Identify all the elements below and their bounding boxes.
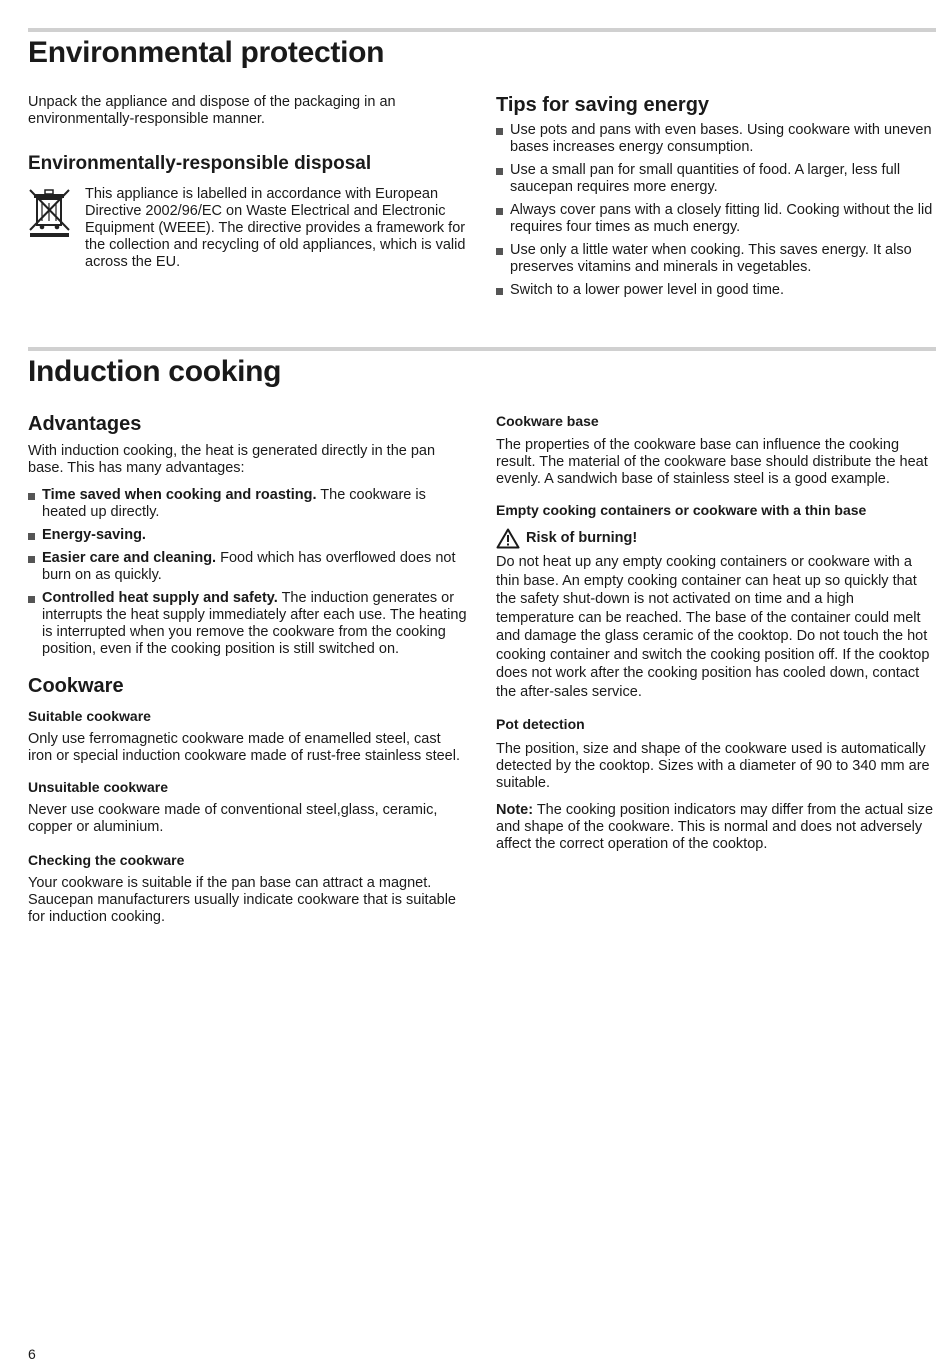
advantage-text: Food which has overflowed does not burn on as quickly. — [42, 550, 456, 583]
list-item — [28, 550, 468, 584]
induction-left-column — [28, 412, 468, 926]
base-heading: Cookware base — [496, 413, 599, 429]
page-title-induction: Induction cooking — [28, 355, 282, 388]
list-item — [28, 487, 468, 521]
advantage-title: Energy-saving. — [42, 527, 146, 543]
advantage-title: Easier care and cleaning. — [42, 550, 217, 566]
advantage-text: The induction generates or interrupts the heat supply immediately after each use. The heating is interrupted when you remove the cookware from the cooking position, even if the cooking position is still switched on. — [42, 590, 467, 657]
note-label: Note: — [496, 802, 534, 818]
list-item: Use a small pan for small quantities of food. A larger, less full saucepan requires more energy. — [496, 162, 936, 196]
advantages-heading: Advantages — [28, 413, 142, 435]
checking-text: Your cookware is suitable if the pan base can attract a magnet. Saucepan manufacturers usually indicate cookware that is suitable for induction cooking. — [28, 875, 456, 925]
disposal-block — [28, 186, 468, 271]
suitable-heading: Suitable cookware — [28, 708, 151, 724]
env-left-column — [28, 94, 468, 271]
suitable-text: Only use ferromagnetic cookware made of enamelled steel, cast iron or special induction cookware made of rust-free stainless steel. — [28, 731, 460, 764]
cookware-heading: Cookware — [28, 675, 124, 697]
warning-label: Risk of burning! — [526, 530, 638, 546]
tips-list — [496, 122, 936, 299]
pot-heading: Pot detection — [496, 716, 585, 732]
advantages-list — [28, 487, 468, 658]
list-item: Always cover pans with a closely fitting lid. Cooking without the lid requires four times as much energy. — [496, 202, 936, 236]
pot-text: The position, size and shape of the cookware used is automatically detected by the cooktop. Sizes with a diameter of 90 to 340 mm are suitable. — [496, 741, 930, 791]
env-right-column — [496, 93, 936, 305]
warning-triangle-icon — [496, 528, 520, 549]
empty-heading: Empty cooking containers or cookware with a thin base — [496, 502, 867, 518]
disposal-heading: Environmentally-responsible disposal — [28, 153, 372, 174]
advantage-text: The cookware is heated up directly. — [42, 487, 426, 520]
list-item — [28, 590, 468, 658]
advantage-title: Time saved when cooking and roasting. — [42, 487, 317, 503]
page-title-environmental: Environmental protection — [28, 36, 385, 69]
note-paragraph — [496, 802, 936, 853]
induction-right-column — [496, 413, 936, 853]
tips-heading: Tips for saving energy — [496, 94, 710, 116]
checking-heading: Checking the cookware — [28, 852, 185, 868]
empty-text: Do not heat up any empty cooking containers or cookware with a thin base. An empty cooking container can heat up so quickly that the safety shut-down is not activated on time and a high temperature can be reached. The base of the container could melt and damage the glass ceramic of the cooktop. Do not touch the hot cooking container and switch the cooking position off. If the cooktop does not work after the cooking position has cooled down, contact the after-sales service. — [496, 554, 930, 700]
advantages-intro: With induction cooking, the heat is generated directly in the pan base. This has many advantages: — [28, 443, 436, 476]
env-intro: Unpack the appliance and dispose of the packaging in an environmentally-responsible manner. — [28, 94, 396, 127]
list-item: Use pots and pans with even bases. Using cookware with uneven bases increases energy consumption. — [496, 122, 936, 156]
unsuitable-text: Never use cookware made of conventional steel,glass, ceramic, copper or aluminium. — [28, 802, 438, 835]
unsuitable-heading: Unsuitable cookware — [28, 779, 169, 795]
section-divider — [28, 28, 936, 32]
advantage-title: Controlled heat supply and safety. — [42, 590, 278, 606]
weee-crossed-bin-icon — [28, 186, 72, 238]
base-text: The properties of the cookware base can influence the cooking result. The material of the cookware base should distribute the heat evenly. A sandwich base of stainless steel is a good example. — [496, 437, 928, 487]
disposal-text: This appliance is labelled in accordance with European Directive 2002/96/EC on Waste Electrical and Electronic Equipment (WEEE). The directive provides a framework for the collection and recycling of old appliances, which is valid across the EU. — [85, 186, 466, 270]
section-divider — [28, 347, 936, 351]
note-text: The cooking position indicators may differ from the actual size and shape of the cookware. This is normal and does not adversely affect the correct operation of the cooktop. — [496, 802, 934, 852]
list-item — [28, 527, 468, 544]
warning-line — [496, 528, 936, 549]
page-number: 6 — [28, 1346, 36, 1362]
list-item: Switch to a lower power level in good time. — [496, 282, 936, 299]
list-item: Use only a little water when cooking. This saves energy. It also preserves vitamins and minerals in vegetables. — [496, 242, 936, 276]
